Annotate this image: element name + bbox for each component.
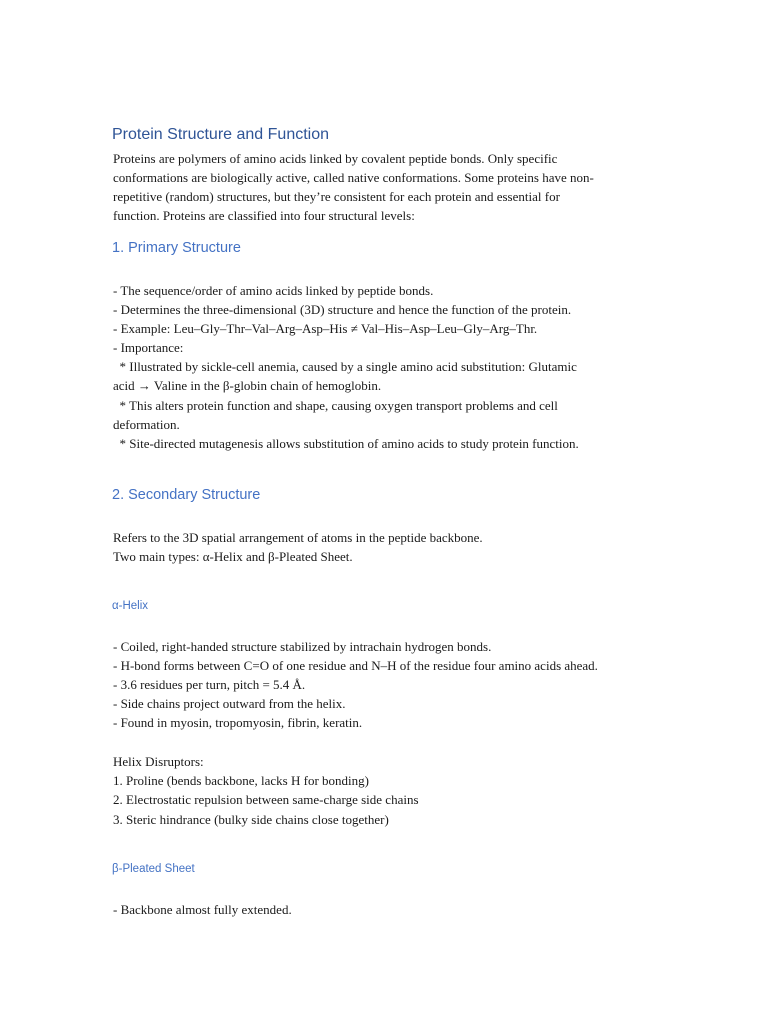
alpha-helix-line-2: - H-bond forms between C=O of one residue and N–H of the residue four amino acids ahead. [113, 658, 598, 673]
secondary-structure-heading: 2. Secondary Structure [112, 487, 261, 503]
helix-disruptor-1: 1. Proline (bends backbone, lacks H for bonding) [113, 773, 369, 788]
primary-line-1: - The sequence/order of amino acids linked by peptide bonds. [113, 283, 434, 298]
secondary-line-2: Two main types: α-Helix and β-Pleated Sheet. [113, 549, 353, 564]
primary-line-5: * Illustrated by sickle-cell anemia, caused by a single amino acid substitution: Glutamic [113, 359, 577, 374]
page-title: Protein Structure and Function [112, 126, 330, 143]
intro-line-4: function. Proteins are classified into four structural levels: [113, 208, 415, 223]
primary-structure-heading: 1. Primary Structure [112, 240, 241, 256]
primary-line-8: deformation. [113, 417, 180, 432]
helix-disruptor-3: 3. Steric hindrance (bulky side chains close together) [113, 812, 389, 827]
primary-line-3: - Example: Leu–Gly–Thr–Val–Arg–Asp–His ≠ Val–His–Asp–Leu–Gly–Arg–Thr. [113, 321, 538, 336]
beta-sheet-heading: β-Pleated Sheet [112, 863, 195, 875]
primary-line-4: - Importance: [113, 340, 184, 355]
intro-line-1: Proteins are polymers of amino acids linked by covalent peptide bonds. Only specific [113, 151, 558, 166]
primary-line-7: * This alters protein function and shape, causing oxygen transport problems and cell [113, 398, 558, 413]
intro-line-3: repetitive (random) structures, but they’re consistent for each protein and essential for [113, 189, 560, 204]
primary-line-9: * Site-directed mutagenesis allows substitution of amino acids to study protein function. [113, 436, 579, 451]
secondary-line-1: Refers to the 3D spatial arrangement of atoms in the peptide backbone. [113, 530, 483, 545]
alpha-helix-line-5: - Found in myosin, tropomyosin, fibrin, keratin. [113, 715, 363, 730]
alpha-helix-line-3: - 3.6 residues per turn, pitch = 5.4 Å. [113, 677, 306, 692]
alpha-helix-heading: α-Helix [112, 600, 149, 612]
alpha-helix-line-4: - Side chains project outward from the helix. [113, 696, 346, 711]
beta-sheet-line-1: - Backbone almost fully extended. [113, 902, 292, 917]
primary-line-2: - Determines the three-dimensional (3D) structure and hence the function of the protein. [113, 302, 572, 317]
primary-line-6: acid → Valine in the β-globin chain of hemoglobin. [113, 378, 382, 393]
intro-line-2: conformations are biologically active, called native conformations. Some proteins have non- [113, 170, 594, 185]
helix-disruptor-2: 2. Electrostatic repulsion between same-charge side chains [113, 792, 419, 807]
helix-disruptors-label: Helix Disruptors: [113, 754, 204, 769]
alpha-helix-line-1: - Coiled, right-handed structure stabilized by intrachain hydrogen bonds. [113, 639, 492, 654]
